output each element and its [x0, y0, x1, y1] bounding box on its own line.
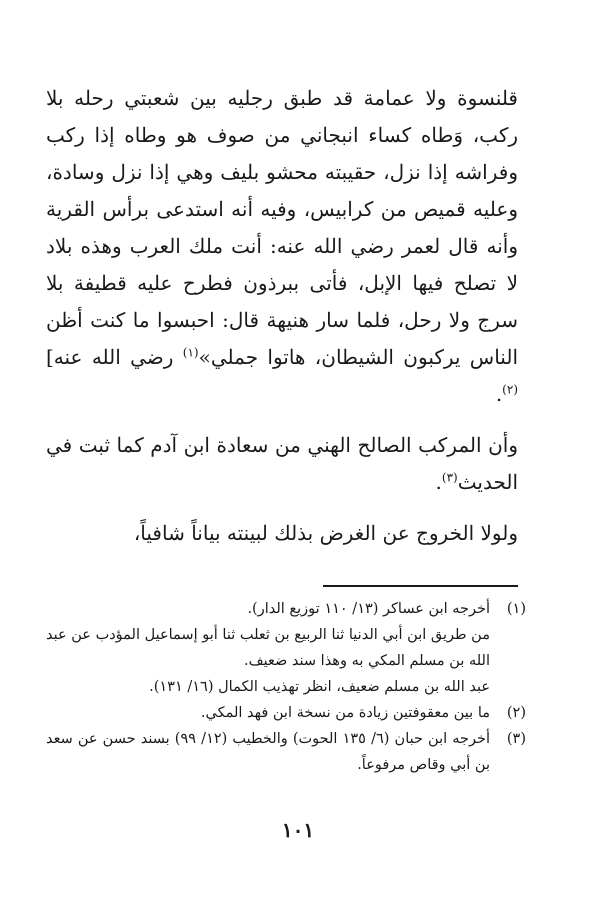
paragraph-3-text: ولولا الخروج عن الغرض بذلك لبينته بياناً شافياً،: [133, 521, 518, 545]
footnote-2: [46, 700, 526, 726]
page-number: ١٠١: [281, 818, 315, 842]
paragraph-3: [46, 515, 518, 552]
footnote-3-number: (٣): [506, 731, 526, 747]
paragraph-1-end: .: [495, 382, 503, 406]
paragraph-2-end: .: [435, 470, 442, 494]
footnote-1-number: (١): [506, 601, 526, 617]
footnote-1-detail-1: من طريق ابن أبي الدنيا ثنا الربيع بن ثعلب ثنا أبو إسماعيل المؤدب عن عبد الله بن مسلم المكي به وهذا سند ضعيف.: [46, 627, 490, 669]
paragraph-1-text: قلنسوة ولا عمامة قد طبق رجليه بين شعبتي رحله بلا ركب، وَطاه كساء انبجاني من صوف هو وطاه إذا ركب وفراشه إذا نزل، حقيبته محشو بليف وهي إذا نزل وسادة، وعليه قميص من كرابيس، وفيه أنه استدعى برأس القرية وأنه قال لعمر رضي الله عنه: أنت ملك العرب وهذه بلاد لا تصلح فيها الإبل، فأتى ببرذون فطرح عليه قطيفة بلا سرج ولا رحل، فلما سار هنيهة قال: احبسوا ما كنت أظن الناس يركبون الشيطان، هاتوا جملي»: [46, 86, 518, 369]
footnote-1-text: أخرجه ابن عساكر (١٣/ ١١٠ توزيع الدار).: [247, 601, 490, 617]
footnote-separator: [323, 585, 518, 587]
paragraph-2-text: وأن المركب الصالح الهني من سعادة ابن آدم كما ثبت في الحديث: [46, 433, 518, 494]
footnote-ref-2: (٢): [502, 382, 518, 397]
main-text: [46, 80, 518, 552]
paragraph-1-text-2: رضي الله عنه]: [46, 345, 183, 369]
footnote-2-number: (٢): [506, 705, 526, 721]
footnote-3: [46, 726, 526, 778]
paragraph-1: [46, 80, 518, 413]
paragraph-2: [46, 427, 518, 501]
footnote-1-detail-2: عبد الله بن مسلم ضعيف، انظر تهذيب الكمال (١٦/ ١٣١).: [149, 679, 490, 695]
footnote-ref-3: (٣): [441, 470, 458, 485]
footnote-2-text: ما بين معقوفتين زيادة من نسخة ابن فهد المكي.: [200, 705, 490, 721]
footnote-3-text: أخرجه ابن حبان (٦/ ١٣٥ الحوت) والخطيب (١٢/ ٩٩) بسند حسن عن سعد بن أبي وقاص مرفوعاً.: [46, 731, 491, 773]
footnotes: [46, 596, 526, 778]
footnote-1: [46, 596, 526, 622]
footnote-ref-1: (١): [182, 345, 199, 360]
